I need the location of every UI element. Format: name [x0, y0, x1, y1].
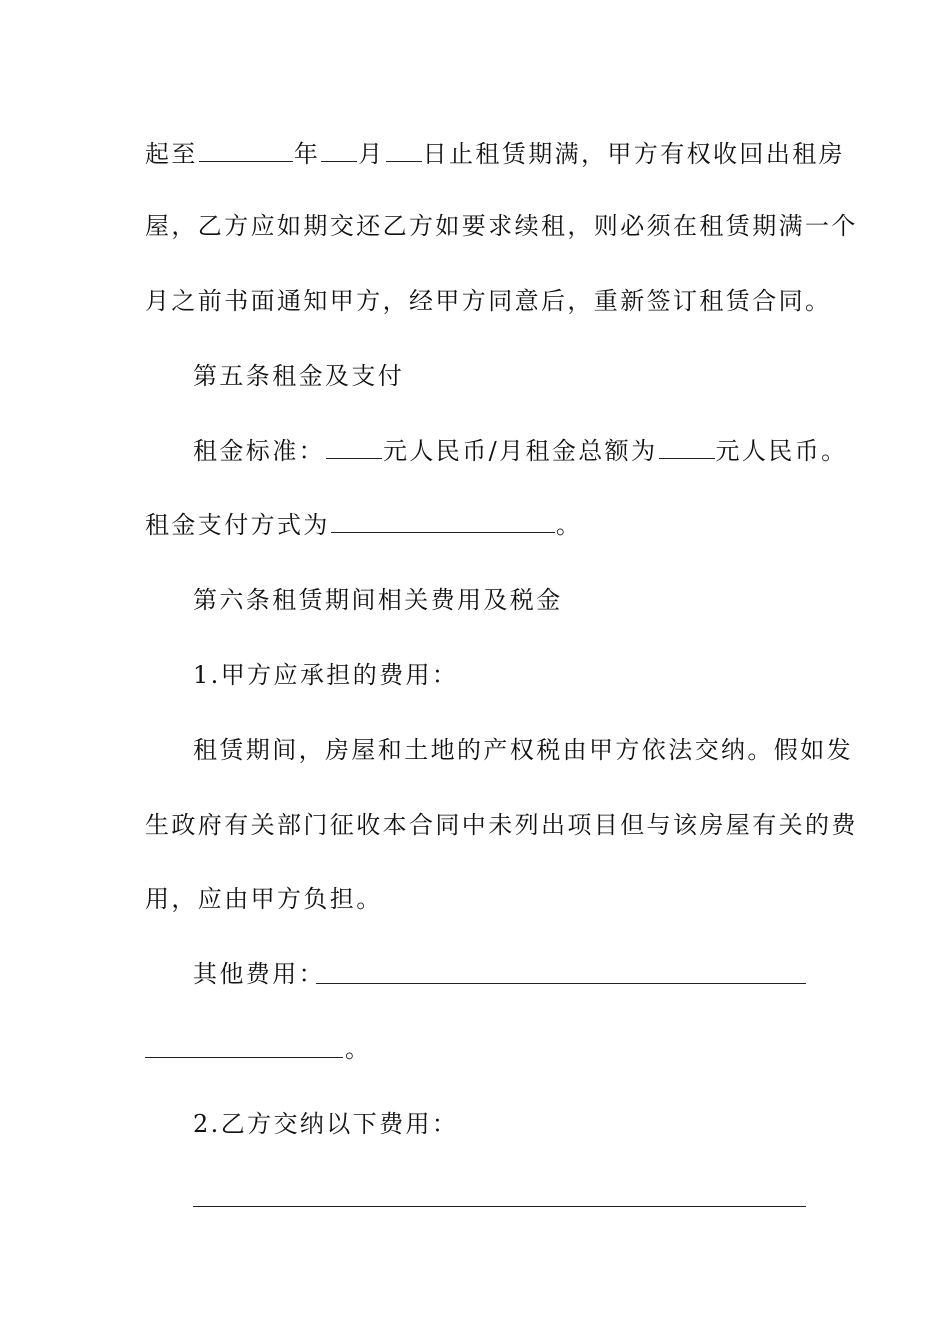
paragraph-line: 屋，乙方应如期交还乙方如要求续租，则必须在租赁期满一个	[145, 212, 858, 240]
monthly-rent-blank	[326, 436, 382, 459]
payment-method-line	[145, 509, 807, 541]
other-fees-end: 。	[345, 1035, 372, 1063]
article-5-heading: 第五条租金及支付	[193, 362, 405, 390]
paragraph-line: 月之前书面通知甲方，经甲方同意后，重新签订租赁合同。	[145, 287, 832, 315]
paragraph-line: 生政府有关部门征收本合同中未列出项目但与该房屋有关的费	[145, 811, 858, 839]
rent-standard-label: 租金标准：	[193, 437, 325, 465]
text-segment: 元人民币。	[715, 437, 848, 465]
day-blank	[386, 139, 422, 162]
other-fees-line	[193, 958, 807, 990]
text-segment: 起至	[145, 140, 198, 168]
payment-method-label: 租金支付方式为	[145, 511, 330, 539]
paragraph-line: 用，应由甲方负担。	[145, 885, 383, 913]
year-blank	[199, 139, 293, 162]
tenant-fees-blank	[193, 1206, 806, 1207]
rent-standard-line	[193, 435, 848, 467]
text-segment: 元人民币/月租金总额为	[383, 437, 658, 465]
payment-method-blank	[331, 510, 555, 533]
item-1-heading: 1.甲方应承担的费用：	[193, 661, 459, 689]
text-segment: 。	[555, 511, 583, 539]
total-rent-blank	[659, 436, 715, 459]
item-2-heading: 2.乙方交纳以下费用：	[193, 1110, 459, 1138]
month-blank	[321, 139, 357, 162]
other-fees-blank-continued	[145, 1057, 343, 1058]
article-6-heading: 第六条租赁期间相关费用及税金	[193, 586, 563, 614]
other-fees-blank	[316, 983, 806, 984]
paragraph-line: 租赁期间，房屋和土地的产权税由甲方依法交纳。假如发	[193, 736, 853, 764]
lease-end-date-line	[145, 138, 846, 170]
other-fees-label: 其他费用：	[193, 960, 325, 988]
text-segment: 月	[358, 140, 385, 168]
text-segment: 年	[293, 140, 321, 168]
text-segment: 日止租赁期满，甲方有权收回出租房	[422, 140, 846, 168]
